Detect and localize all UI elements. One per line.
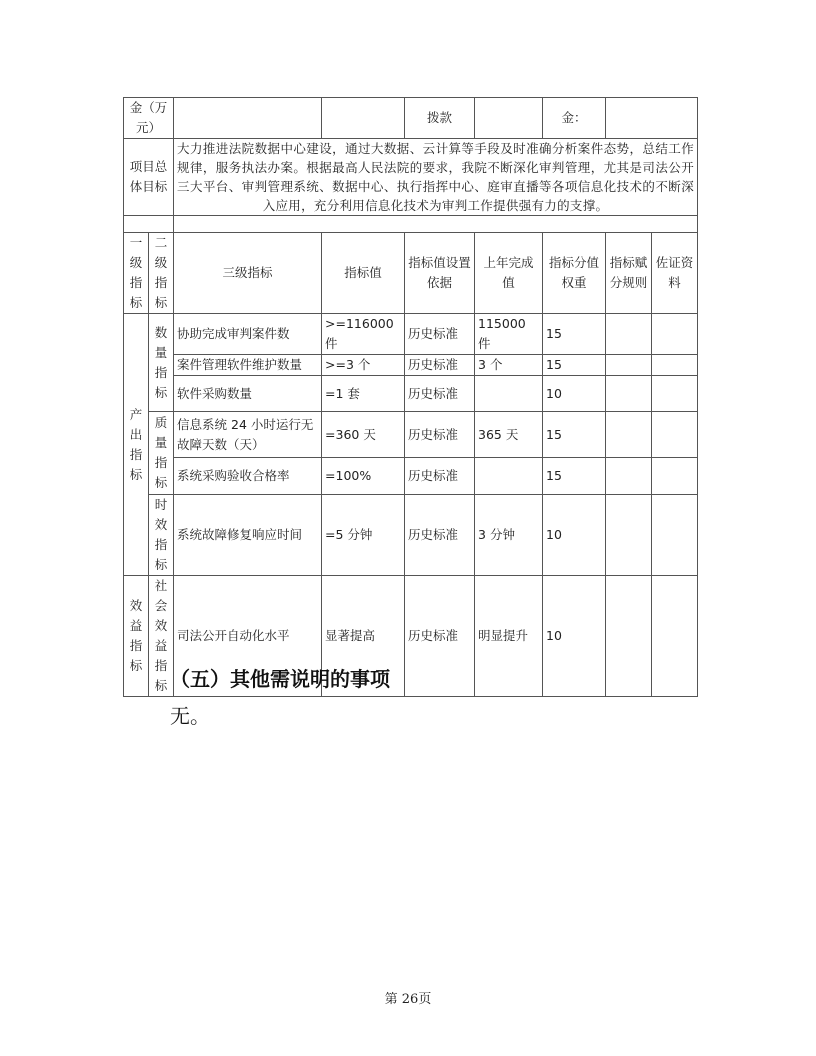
table-row: [124, 314, 698, 355]
table-row: [124, 458, 698, 495]
spacer-cell-left: [124, 216, 174, 233]
row-indicator: 系统故障修复响应时间: [174, 495, 322, 576]
spacer-cell-right: [174, 216, 698, 233]
row-rule: [606, 495, 652, 576]
row-evidence: [652, 495, 698, 576]
row-rule: [606, 376, 652, 412]
section-body: 无。: [170, 704, 210, 728]
table-row: [124, 376, 698, 412]
group-social: 社会效益指标: [149, 576, 174, 697]
row-weight: 10: [543, 376, 606, 412]
row-basis: 历史标准: [405, 376, 475, 412]
group-benefit: 效益指标: [124, 576, 149, 697]
row-value: =5 分钟: [322, 495, 405, 576]
header-level1: 一级指标: [124, 233, 149, 314]
row-value: >=116000 件: [322, 314, 405, 355]
header-basis: 指标值设置依据: [405, 233, 475, 314]
row-prev: 3 个: [475, 355, 543, 376]
section-heading: （五）其他需说明的事项: [170, 667, 390, 691]
row-value: =1 套: [322, 376, 405, 412]
row-rule: [606, 355, 652, 376]
other-funding-label: 金：: [543, 98, 606, 139]
table-row: [124, 495, 698, 576]
funding-cell-2: [322, 98, 405, 139]
header-row: [124, 233, 698, 314]
row-basis: 历史标准: [405, 314, 475, 355]
page-number: 第 26页: [384, 992, 432, 1007]
group-timeliness: 时效指标: [149, 495, 174, 576]
row-value: 显著提高: [322, 576, 405, 697]
row-weight: 10: [543, 495, 606, 576]
row-prev: [475, 458, 543, 495]
row-indicator: 软件采购数量: [174, 376, 322, 412]
row-evidence: [652, 314, 698, 355]
header-evidence: 佐证资料: [652, 233, 698, 314]
row-basis: 历史标准: [405, 576, 475, 697]
header-level2: 二级指标: [149, 233, 174, 314]
allocation-label: 拨款: [405, 98, 475, 139]
row-evidence: [652, 576, 698, 697]
goal-text: 大力推进法院数据中心建设，通过大数据、云计算等手段及时准确分析案件态势，总结工作规律，服务执法办案。根据最高人民法院的要求，我院不断深化审判管理，尤其是司法公开三大平台、审判管理系统、数据中心、执行指挥中心、庭审直播等各项信息化技术的不断深入应用，充分利用信息化技术为审判工作提供强有力的支撑。: [174, 139, 698, 216]
row-prev: 明显提升: [475, 576, 543, 697]
group-output: 产出指标: [124, 314, 149, 576]
row-rule: [606, 412, 652, 458]
row-indicator: 司法公开自动化水平: [174, 576, 322, 697]
row-weight: 15: [543, 314, 606, 355]
goal-label: 项目总体目标: [124, 139, 174, 216]
row-basis: 历史标准: [405, 355, 475, 376]
row-indicator: 系统采购验收合格率: [174, 458, 322, 495]
performance-table: [123, 97, 698, 697]
row-indicator: 案件管理软件维护数量: [174, 355, 322, 376]
funding-row: [124, 98, 698, 139]
row-basis: 历史标准: [405, 412, 475, 458]
row-prev: 365 天: [475, 412, 543, 458]
row-rule: [606, 458, 652, 495]
row-rule: [606, 314, 652, 355]
other-funding-value: [606, 98, 698, 139]
row-rule: [606, 576, 652, 697]
row-value: =360 天: [322, 412, 405, 458]
funding-label: 金（万元）: [124, 98, 174, 139]
row-value: >=3 个: [322, 355, 405, 376]
row-weight: 10: [543, 576, 606, 697]
header-level3: 三级指标: [174, 233, 322, 314]
row-value: =100%: [322, 458, 405, 495]
row-prev: [475, 376, 543, 412]
row-basis: 历史标准: [405, 495, 475, 576]
row-weight: 15: [543, 412, 606, 458]
row-indicator: 协助完成审判案件数: [174, 314, 322, 355]
header-rule: 指标赋分规则: [606, 233, 652, 314]
row-basis: 历史标准: [405, 458, 475, 495]
table-row: [124, 355, 698, 376]
row-evidence: [652, 458, 698, 495]
funding-cell-1: [174, 98, 322, 139]
row-evidence: [652, 355, 698, 376]
header-prev: 上年完成值: [475, 233, 543, 314]
row-weight: 15: [543, 355, 606, 376]
row-evidence: [652, 376, 698, 412]
group-quality: 质量指标: [149, 412, 174, 495]
header-weight: 指标分值权重: [543, 233, 606, 314]
allocation-value: [475, 98, 543, 139]
row-weight: 15: [543, 458, 606, 495]
row-evidence: [652, 412, 698, 458]
row-indicator: 信息系统 24 小时运行无故障天数（天）: [174, 412, 322, 458]
header-value: 指标值: [322, 233, 405, 314]
group-quantity: 数量指标: [149, 314, 174, 412]
row-prev: 115000 件: [475, 314, 543, 355]
row-prev: 3 分钟: [475, 495, 543, 576]
table-row: [124, 412, 698, 458]
spacer-row: [124, 216, 698, 233]
goal-row: [124, 139, 698, 216]
